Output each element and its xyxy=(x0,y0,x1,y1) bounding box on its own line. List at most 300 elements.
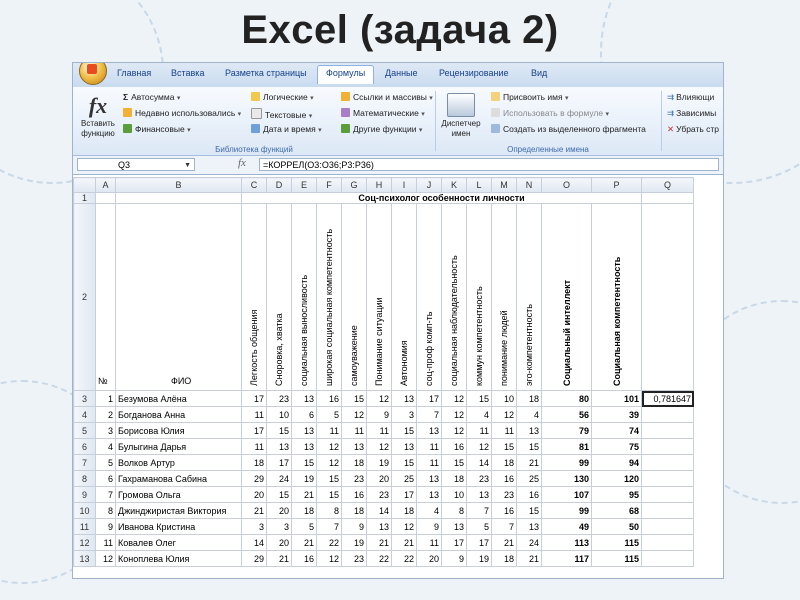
more-icon xyxy=(341,124,350,133)
score-cell[interactable]: 14 xyxy=(367,503,392,519)
score-cell[interactable]: 15 xyxy=(292,455,317,471)
number-cell[interactable]: 9 xyxy=(96,519,116,535)
score-cell[interactable]: 13 xyxy=(517,423,542,439)
score-cell[interactable]: 15 xyxy=(517,439,542,455)
score-cell[interactable]: 21 xyxy=(392,535,417,551)
column-title[interactable] xyxy=(292,204,317,391)
score-cell[interactable]: 12 xyxy=(317,455,342,471)
score-cell[interactable]: 12 xyxy=(317,439,342,455)
math-label: Математические xyxy=(353,108,419,118)
row-header[interactable]: 3 xyxy=(74,391,96,407)
score-cell[interactable]: 13 xyxy=(367,519,392,535)
calendar-icon xyxy=(251,124,260,133)
score-cell[interactable]: 17 xyxy=(242,391,267,407)
score-cell[interactable]: 11 xyxy=(417,535,442,551)
name-cell[interactable]: Громова Ольга xyxy=(116,487,242,503)
social-intelligence-cell[interactable]: 81 xyxy=(542,439,592,455)
score-cell[interactable]: 23 xyxy=(367,487,392,503)
score-cell[interactable]: 13 xyxy=(292,391,317,407)
score-cell[interactable]: 12 xyxy=(367,391,392,407)
score-cell[interactable]: 5 xyxy=(467,519,492,535)
score-cell[interactable]: 20 xyxy=(267,535,292,551)
score-cell[interactable]: 15 xyxy=(442,455,467,471)
score-cell[interactable]: 11 xyxy=(342,423,367,439)
column-title-label: Социальная компетентность xyxy=(611,256,622,386)
column-title[interactable] xyxy=(467,204,492,391)
tab-insert[interactable]: Вставка xyxy=(171,68,205,78)
score-cell[interactable]: 21 xyxy=(267,551,292,567)
score-cell[interactable]: 12 xyxy=(317,551,342,567)
score-cell[interactable]: 13 xyxy=(267,439,292,455)
financial-functions-button[interactable]: Финансовые ▾ xyxy=(123,124,191,134)
tag-icon xyxy=(491,92,500,101)
score-cell[interactable]: 18 xyxy=(517,391,542,407)
social-competence-cell[interactable]: 68 xyxy=(592,503,642,519)
insert-function-label-1: Вставить xyxy=(81,119,115,128)
cell[interactable] xyxy=(642,471,694,487)
column-header[interactable]: B xyxy=(116,178,242,193)
column-header[interactable]: K xyxy=(442,178,467,193)
cell[interactable] xyxy=(642,487,694,503)
tab-page-layout[interactable]: Разметка страницы xyxy=(225,68,307,78)
score-cell[interactable]: 19 xyxy=(467,551,492,567)
score-cell[interactable]: 16 xyxy=(317,391,342,407)
table-row xyxy=(74,439,694,455)
score-cell[interactable]: 21 xyxy=(517,551,542,567)
score-cell[interactable]: 13 xyxy=(392,439,417,455)
score-cell[interactable]: 15 xyxy=(267,423,292,439)
column-title[interactable] xyxy=(517,204,542,391)
column-header[interactable]: L xyxy=(467,178,492,193)
column-title[interactable] xyxy=(492,204,517,391)
select-all-corner[interactable] xyxy=(74,178,96,193)
insert-function-button[interactable] xyxy=(81,93,115,139)
column-title[interactable] xyxy=(317,204,342,391)
column-title-label: Легкость общения xyxy=(249,309,259,386)
score-cell[interactable]: 8 xyxy=(442,503,467,519)
column-header[interactable]: C xyxy=(242,178,267,193)
cell[interactable] xyxy=(642,407,694,423)
score-cell[interactable]: 13 xyxy=(442,519,467,535)
social-intelligence-cell[interactable]: 130 xyxy=(542,471,592,487)
score-cell[interactable]: 15 xyxy=(392,423,417,439)
column-title-label: понимание людей xyxy=(499,310,509,386)
excel-screenshot xyxy=(72,62,724,579)
social-competence-cell[interactable]: 95 xyxy=(592,487,642,503)
column-header[interactable]: N xyxy=(517,178,542,193)
social-competence-cell[interactable]: 101 xyxy=(592,391,642,407)
spreadsheet-grid xyxy=(73,177,694,567)
row-header[interactable]: 1 xyxy=(74,193,96,204)
social-competence-cell[interactable]: 94 xyxy=(592,455,642,471)
social-competence-cell[interactable]: 115 xyxy=(592,535,642,551)
score-cell[interactable]: 14 xyxy=(467,455,492,471)
text-functions-button[interactable]: Текстовые ▾ xyxy=(251,108,312,120)
score-cell[interactable]: 15 xyxy=(492,439,517,455)
social-competence-cell[interactable]: 75 xyxy=(592,439,642,455)
column-header[interactable]: P xyxy=(592,178,642,193)
defined-names-group-label: Определенные имена xyxy=(507,145,589,154)
recent-functions-button[interactable]: Недавно использовались ▾ xyxy=(123,108,241,118)
score-cell[interactable]: 14 xyxy=(242,535,267,551)
row-header[interactable]: 11 xyxy=(74,519,96,535)
score-cell[interactable]: 7 xyxy=(467,503,492,519)
row-header[interactable]: 4 xyxy=(74,407,96,423)
score-cell[interactable]: 7 xyxy=(317,519,342,535)
name-cell[interactable]: Булыгина Дарья xyxy=(116,439,242,455)
score-cell[interactable]: 11 xyxy=(367,423,392,439)
name-cell[interactable]: Джинджиристая Виктория xyxy=(116,503,242,519)
lookup-icon xyxy=(341,92,350,101)
column-header[interactable]: D xyxy=(267,178,292,193)
cell[interactable] xyxy=(642,519,694,535)
cell[interactable] xyxy=(642,439,694,455)
score-cell[interactable]: 12 xyxy=(442,391,467,407)
define-name-button[interactable]: Присвоить имя ▾ xyxy=(491,92,569,102)
score-cell[interactable]: 29 xyxy=(242,471,267,487)
score-cell[interactable]: 15 xyxy=(392,455,417,471)
column-header[interactable]: A xyxy=(96,178,116,193)
cell[interactable] xyxy=(642,455,694,471)
name-cell[interactable]: Безумова Алёна xyxy=(116,391,242,407)
trace-dependents-label: Зависимы xyxy=(676,108,717,118)
column-title[interactable] xyxy=(367,204,392,391)
score-cell[interactable]: 13 xyxy=(417,487,442,503)
formula-input[interactable]: =КОРРЕЛ(O3:O36;P3:P36) xyxy=(259,158,719,171)
score-cell[interactable]: 15 xyxy=(342,391,367,407)
header-number[interactable] xyxy=(96,204,116,391)
score-cell[interactable]: 6 xyxy=(292,407,317,423)
number-cell[interactable]: 5 xyxy=(96,455,116,471)
column-title[interactable] xyxy=(392,204,417,391)
score-cell[interactable]: 15 xyxy=(467,391,492,407)
row-header[interactable]: 9 xyxy=(74,487,96,503)
lookup-functions-button[interactable]: Ссылки и массивы ▾ xyxy=(341,92,433,102)
score-cell[interactable]: 13 xyxy=(392,391,417,407)
row-header[interactable]: 8 xyxy=(74,471,96,487)
score-cell[interactable]: 13 xyxy=(292,423,317,439)
ribbon-separator xyxy=(435,91,436,151)
score-cell[interactable]: 16 xyxy=(492,471,517,487)
score-cell[interactable]: 12 xyxy=(342,407,367,423)
cell[interactable] xyxy=(96,193,116,204)
score-cell[interactable]: 25 xyxy=(517,471,542,487)
score-cell[interactable]: 23 xyxy=(342,471,367,487)
logical-functions-button[interactable]: Логические ▾ xyxy=(251,92,314,102)
score-cell[interactable]: 7 xyxy=(492,519,517,535)
score-cell[interactable]: 13 xyxy=(467,487,492,503)
column-title[interactable] xyxy=(267,204,292,391)
score-cell[interactable]: 13 xyxy=(517,519,542,535)
cell[interactable] xyxy=(642,535,694,551)
table-row xyxy=(74,535,694,551)
name-box-value: Q3 xyxy=(118,160,131,170)
score-cell[interactable]: 12 xyxy=(442,423,467,439)
score-cell[interactable]: 11 xyxy=(317,423,342,439)
social-intelligence-cell[interactable]: 79 xyxy=(542,423,592,439)
score-cell[interactable]: 18 xyxy=(442,471,467,487)
column-title-label: Сноровка, хватка xyxy=(274,313,284,386)
math-functions-button[interactable]: Математические ▾ xyxy=(341,108,425,118)
score-cell[interactable]: 22 xyxy=(392,551,417,567)
cell[interactable] xyxy=(642,503,694,519)
social-intelligence-cell[interactable]: 49 xyxy=(542,519,592,535)
score-cell[interactable]: 18 xyxy=(342,455,367,471)
tab-review[interactable]: Рецензирование xyxy=(439,68,509,78)
social-competence-cell[interactable]: 50 xyxy=(592,519,642,535)
score-cell[interactable]: 23 xyxy=(492,487,517,503)
name-manager-button[interactable] xyxy=(441,93,481,139)
text-label: Текстовые xyxy=(265,110,307,120)
score-cell[interactable]: 4 xyxy=(517,407,542,423)
name-cell[interactable]: Коноплева Юлия xyxy=(116,551,242,567)
score-cell[interactable]: 16 xyxy=(492,503,517,519)
score-cell[interactable]: 21 xyxy=(292,535,317,551)
column-title-label: Автономия xyxy=(399,340,409,386)
column-header[interactable]: Q xyxy=(642,178,694,193)
other-label: Другие функции xyxy=(353,124,417,134)
score-cell[interactable]: 11 xyxy=(417,455,442,471)
remove-arrows-button[interactable] xyxy=(667,124,719,135)
score-cell[interactable]: 12 xyxy=(367,439,392,455)
other-functions-button[interactable]: Другие функции ▾ xyxy=(341,124,422,134)
autosum-button[interactable]: Σ Автосумма ▾ xyxy=(123,92,181,102)
column-header[interactable]: M xyxy=(492,178,517,193)
cell[interactable] xyxy=(642,423,694,439)
sheet-title-cell[interactable]: Соц-психолог особенности личности xyxy=(242,193,642,204)
score-cell[interactable]: 3 xyxy=(392,407,417,423)
score-cell[interactable]: 18 xyxy=(292,503,317,519)
column-title[interactable] xyxy=(442,204,467,391)
score-cell[interactable]: 11 xyxy=(242,407,267,423)
score-cell[interactable]: 24 xyxy=(267,471,292,487)
name-cell[interactable]: Борисова Юлия xyxy=(116,423,242,439)
column-header[interactable]: H xyxy=(367,178,392,193)
score-cell[interactable]: 4 xyxy=(417,503,442,519)
header-fio[interactable] xyxy=(116,204,242,391)
social-intelligence-cell[interactable]: 113 xyxy=(542,535,592,551)
score-cell[interactable]: 15 xyxy=(317,471,342,487)
score-cell[interactable]: 12 xyxy=(492,407,517,423)
score-cell[interactable]: 13 xyxy=(292,439,317,455)
number-cell[interactable]: 11 xyxy=(96,535,116,551)
score-cell[interactable]: 22 xyxy=(317,535,342,551)
trace-dependents-button[interactable] xyxy=(667,108,716,119)
social-intelligence-cell[interactable]: 80 xyxy=(542,391,592,407)
score-cell[interactable]: 25 xyxy=(392,471,417,487)
score-cell[interactable]: 8 xyxy=(317,503,342,519)
score-cell[interactable]: 12 xyxy=(442,407,467,423)
score-cell[interactable]: 23 xyxy=(267,391,292,407)
row-header[interactable]: 6 xyxy=(74,439,96,455)
score-cell[interactable]: 19 xyxy=(367,455,392,471)
column-header[interactable]: O xyxy=(542,178,592,193)
number-cell[interactable]: 6 xyxy=(96,471,116,487)
name-cell[interactable]: Иванова Кристина xyxy=(116,519,242,535)
column-title[interactable] xyxy=(542,204,592,391)
column-title[interactable] xyxy=(417,204,442,391)
score-cell[interactable]: 16 xyxy=(342,487,367,503)
score-cell[interactable]: 10 xyxy=(267,407,292,423)
score-cell[interactable]: 9 xyxy=(442,551,467,567)
cell[interactable] xyxy=(116,193,242,204)
score-cell[interactable]: 15 xyxy=(267,487,292,503)
score-cell[interactable]: 19 xyxy=(342,535,367,551)
number-cell[interactable]: 8 xyxy=(96,503,116,519)
score-cell[interactable]: 21 xyxy=(367,535,392,551)
social-competence-cell[interactable]: 74 xyxy=(592,423,642,439)
column-header[interactable]: F xyxy=(317,178,342,193)
cell[interactable] xyxy=(642,551,694,567)
use-in-formula-button[interactable]: Использовать в формуле ▾ xyxy=(491,108,609,118)
score-cell[interactable]: 10 xyxy=(442,487,467,503)
row-header[interactable]: 5 xyxy=(74,423,96,439)
score-cell[interactable]: 17 xyxy=(242,423,267,439)
score-cell[interactable]: 20 xyxy=(242,487,267,503)
text-a-icon xyxy=(251,108,262,119)
social-competence-cell[interactable]: 39 xyxy=(592,407,642,423)
name-manager-icon xyxy=(447,93,475,117)
score-cell[interactable]: 19 xyxy=(292,471,317,487)
social-competence-cell[interactable]: 115 xyxy=(592,551,642,567)
score-cell[interactable]: 5 xyxy=(292,519,317,535)
row-header[interactable]: 2 xyxy=(74,204,96,391)
name-cell[interactable]: Ковалев Олег xyxy=(116,535,242,551)
score-cell[interactable]: 11 xyxy=(492,423,517,439)
fx-icon: fx xyxy=(88,93,108,118)
number-cell[interactable]: 3 xyxy=(96,423,116,439)
column-title[interactable] xyxy=(342,204,367,391)
score-cell[interactable]: 16 xyxy=(292,551,317,567)
row-header[interactable]: 12 xyxy=(74,535,96,551)
score-cell[interactable]: 18 xyxy=(242,455,267,471)
score-cell[interactable]: 23 xyxy=(467,471,492,487)
score-cell[interactable]: 3 xyxy=(242,519,267,535)
table-row xyxy=(74,551,694,567)
column-header[interactable]: E xyxy=(292,178,317,193)
score-cell[interactable]: 11 xyxy=(242,439,267,455)
number-cell[interactable]: 4 xyxy=(96,439,116,455)
score-cell[interactable]: 17 xyxy=(392,487,417,503)
number-cell[interactable]: 1 xyxy=(96,391,116,407)
score-cell[interactable]: 18 xyxy=(492,551,517,567)
arrow-icon: ⇉ xyxy=(667,92,675,102)
cell[interactable] xyxy=(642,193,694,204)
tab-home[interactable]: Главная xyxy=(117,68,152,78)
tab-view[interactable]: Вид xyxy=(531,68,548,78)
chevron-down-icon[interactable]: ▼ xyxy=(184,162,191,169)
score-cell[interactable]: 16 xyxy=(442,439,467,455)
score-cell[interactable]: 20 xyxy=(367,471,392,487)
score-cell[interactable]: 21 xyxy=(517,455,542,471)
score-cell[interactable]: 11 xyxy=(417,439,442,455)
score-cell[interactable]: 23 xyxy=(342,551,367,567)
score-cell[interactable]: 4 xyxy=(467,407,492,423)
tab-data[interactable]: Данные xyxy=(385,68,418,78)
score-cell[interactable]: 12 xyxy=(467,439,492,455)
social-competence-cell[interactable]: 120 xyxy=(592,471,642,487)
score-cell[interactable]: 21 xyxy=(292,487,317,503)
score-cell[interactable]: 16 xyxy=(517,487,542,503)
office-button[interactable] xyxy=(79,62,107,85)
row-header[interactable]: 10 xyxy=(74,503,96,519)
score-cell[interactable]: 13 xyxy=(417,423,442,439)
score-cell[interactable]: 15 xyxy=(517,503,542,519)
score-cell[interactable]: 18 xyxy=(342,503,367,519)
social-intelligence-cell[interactable]: 99 xyxy=(542,503,592,519)
score-cell[interactable]: 20 xyxy=(417,551,442,567)
score-cell[interactable]: 3 xyxy=(267,519,292,535)
name-cell[interactable]: Богданова Анна xyxy=(116,407,242,423)
social-intelligence-cell[interactable]: 107 xyxy=(542,487,592,503)
name-box[interactable] xyxy=(77,158,195,171)
score-cell[interactable]: 15 xyxy=(317,487,342,503)
slide-title: Excel (задача 2) xyxy=(241,8,559,52)
score-cell[interactable]: 13 xyxy=(417,471,442,487)
score-cell[interactable]: 7 xyxy=(417,407,442,423)
name-cell[interactable]: Волков Артур xyxy=(116,455,242,471)
number-cell[interactable]: 2 xyxy=(96,407,116,423)
score-cell[interactable]: 9 xyxy=(417,519,442,535)
score-cell[interactable]: 5 xyxy=(317,407,342,423)
correl-result-cell[interactable]: 0,781647 xyxy=(642,391,694,407)
tab-formulas[interactable]: Формулы xyxy=(317,65,374,84)
score-cell[interactable]: 9 xyxy=(367,407,392,423)
score-cell[interactable]: 21 xyxy=(492,535,517,551)
fx-icon[interactable]: fx xyxy=(238,157,246,169)
score-cell[interactable]: 20 xyxy=(267,503,292,519)
datetime-functions-button[interactable]: Дата и время ▾ xyxy=(251,124,322,134)
create-from-selection-button[interactable] xyxy=(491,124,646,134)
column-header[interactable]: J xyxy=(417,178,442,193)
column-title[interactable] xyxy=(592,204,642,391)
score-cell[interactable]: 11 xyxy=(467,423,492,439)
score-cell[interactable]: 17 xyxy=(467,535,492,551)
cell[interactable] xyxy=(642,204,694,391)
header-number-label: № xyxy=(98,376,108,386)
score-cell[interactable]: 9 xyxy=(342,519,367,535)
score-cell[interactable]: 22 xyxy=(367,551,392,567)
score-cell[interactable]: 17 xyxy=(417,391,442,407)
row-header[interactable]: 7 xyxy=(74,455,96,471)
score-cell[interactable]: 29 xyxy=(242,551,267,567)
score-cell[interactable]: 17 xyxy=(442,535,467,551)
social-intelligence-cell[interactable]: 56 xyxy=(542,407,592,423)
ribbon-tabs xyxy=(73,63,723,87)
column-title-label: эго-компетентность xyxy=(524,304,534,386)
score-cell[interactable]: 21 xyxy=(242,503,267,519)
score-cell[interactable]: 13 xyxy=(342,439,367,455)
score-cell[interactable]: 17 xyxy=(267,455,292,471)
column-title[interactable] xyxy=(242,204,267,391)
trace-precedents-button[interactable] xyxy=(667,92,714,103)
number-cell[interactable]: 7 xyxy=(96,487,116,503)
name-cell[interactable]: Гахраманова Сабина xyxy=(116,471,242,487)
score-cell[interactable]: 10 xyxy=(492,391,517,407)
column-title-label: широкая социальная компетентность xyxy=(324,228,334,386)
score-cell[interactable]: 18 xyxy=(392,503,417,519)
row-header[interactable]: 13 xyxy=(74,551,96,567)
score-cell[interactable]: 12 xyxy=(392,519,417,535)
remove-arrows-icon: ✕ xyxy=(667,124,675,134)
social-intelligence-cell[interactable]: 99 xyxy=(542,455,592,471)
social-intelligence-cell[interactable]: 117 xyxy=(542,551,592,567)
column-header[interactable]: I xyxy=(392,178,417,193)
number-cell[interactable]: 12 xyxy=(96,551,116,567)
score-cell[interactable]: 24 xyxy=(517,535,542,551)
column-header[interactable]: G xyxy=(342,178,367,193)
score-cell[interactable]: 18 xyxy=(492,455,517,471)
